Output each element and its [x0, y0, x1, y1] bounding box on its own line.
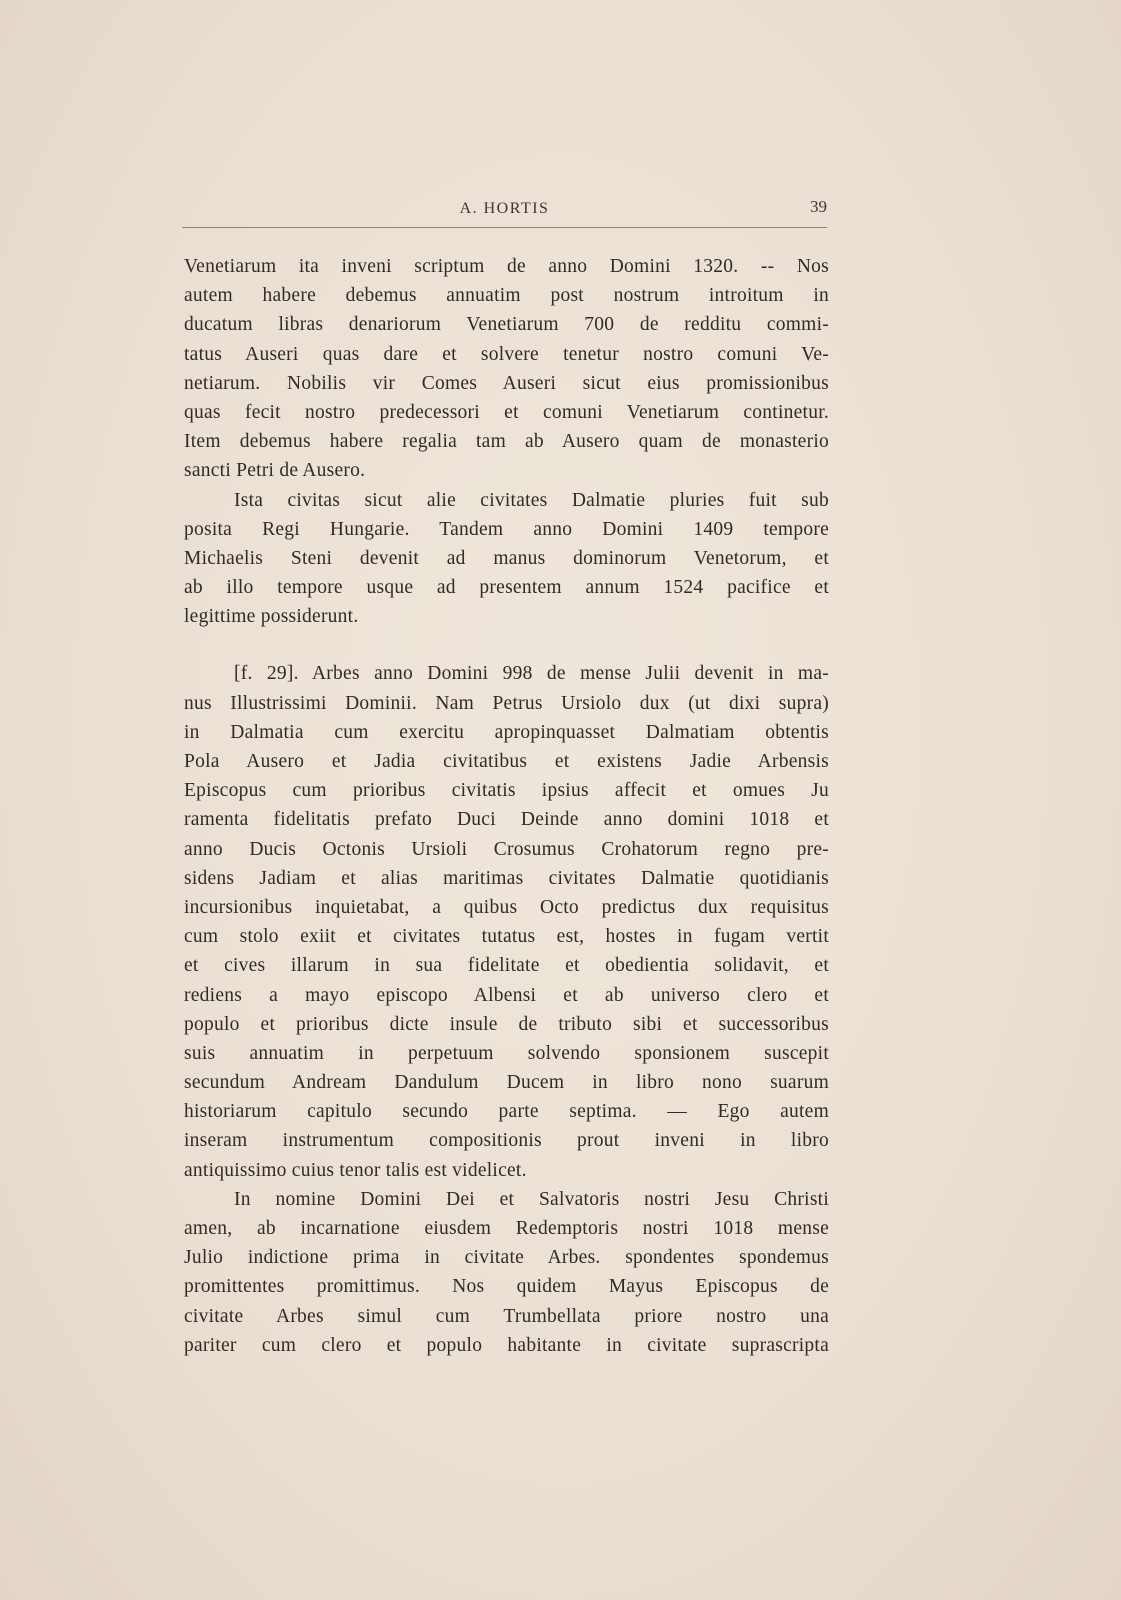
text-line: [f. 29]. Arbes anno Domini 998 de mense Julii devenit in ma- [234, 663, 829, 685]
text-line: Michaelis Steni devenit ad manus dominorum Venetorum, et [184, 547, 829, 569]
text-line: cum stolo exiit et civitates tutatus est, hostes in fugam vertit [184, 926, 829, 948]
text-line: ramenta fidelitatis prefato Duci Deinde anno domini 1018 et [184, 809, 829, 831]
text-line: populo et prioribus dicte insule de tributo sibi et successoribus [184, 1013, 829, 1035]
page-number: 39 [810, 197, 827, 216]
text-line: rediens a mayo episcopo Albensi et ab universo clero et [184, 984, 829, 1006]
text-line: In nomine Domini Dei et Salvatoris nostri Jesu Christi [234, 1188, 829, 1210]
text-line: nus Illustrissimi Dominii. Nam Petrus Ursiolo dux (ut dixi supra) [184, 692, 829, 714]
text-line: legittime possiderunt. [184, 606, 359, 628]
text-line: pariter cum clero et populo habitante in civitate suprascripta [184, 1334, 829, 1356]
text-line: amen, ab incarnatione eiusdem Redemptoris nostri 1018 mense [184, 1218, 829, 1239]
text-line: historiarum capitulo secundo parte septima. — Ego autem [184, 1101, 829, 1123]
text-line: inseram instrumentum compositionis prout inveni in libro [184, 1130, 829, 1152]
text-line: quas fecit nostro predecessori et comuni Venetiarum continetur. [184, 401, 829, 423]
text-line: ducatum libras denariorum Venetiarum 700 de redditu commi- [184, 314, 829, 336]
text-line: sancti Petri de Ausero. [184, 460, 366, 482]
text-line: in Dalmatia cum exercitu apropinquasset Dalmatiam obtentis [184, 721, 829, 743]
text-line: tatus Auseri quas dare et solvere tenetur nostro comuni Ve- [184, 343, 829, 365]
text-line: incursionibus inquietabat, a quibus Octo predictus dux requisitus [184, 896, 829, 918]
header-rule [182, 227, 827, 228]
text-line: Venetiarum ita inveni scriptum de anno Domini 1320. -- Nos [184, 256, 829, 277]
text-line: antiquissimo cuius tenor talis est videlicet. [184, 1159, 527, 1181]
text-line: et cives illarum in sua fidelitate et obedientia solidavit, et [184, 955, 829, 977]
text-line: ab illo tempore usque ad presentem annum 1524 pacifice et [184, 577, 829, 599]
body-text [184, 252, 829, 1360]
text-line: sidens Jadiam et alias maritimas civitates Dalmatie quotidianis [184, 867, 829, 889]
text-line: autem habere debemus annuatim post nostrum introitum in [184, 285, 829, 307]
text-line: Episcopus cum prioribus civitatis ipsius affecit et omues Ju [184, 780, 829, 802]
text-line: netiarum. Nobilis vir Comes Auseri sicut eius promissionibus [184, 372, 829, 394]
text-line: Ista civitas sicut alie civitates Dalmatie pluries fuit sub [234, 489, 829, 511]
page-header [182, 196, 827, 228]
text-line: Item debemus habere regalia tam ab Ausero quam de monasterio [184, 431, 829, 453]
text-line: secundum Andream Dandulum Ducem in libro nono suarum [184, 1072, 829, 1094]
running-title: A. HORTIS [459, 200, 550, 217]
text-line: Julio indictione prima in civitate Arbes. spondentes spondemus [184, 1247, 829, 1269]
text-line: civitate Arbes simul cum Trumbellata priore nostro una [184, 1305, 829, 1327]
text-line: Pola Ausero et Jadia civitatibus et existens Jadie Arbensis [184, 751, 829, 772]
text-line: suis annuatim in perpetuum solvendo sponsionem suscepit [184, 1042, 829, 1064]
paragraph-gap [184, 631, 829, 659]
text-line: promittentes promittimus. Nos quidem Mayus Episcopus de [184, 1276, 829, 1298]
text-line: posita Regi Hungarie. Tandem anno Domini 1409 tempore [184, 518, 829, 540]
text-line: anno Ducis Octonis Ursioli Crosumus Crohatorum regno pre- [184, 838, 829, 860]
